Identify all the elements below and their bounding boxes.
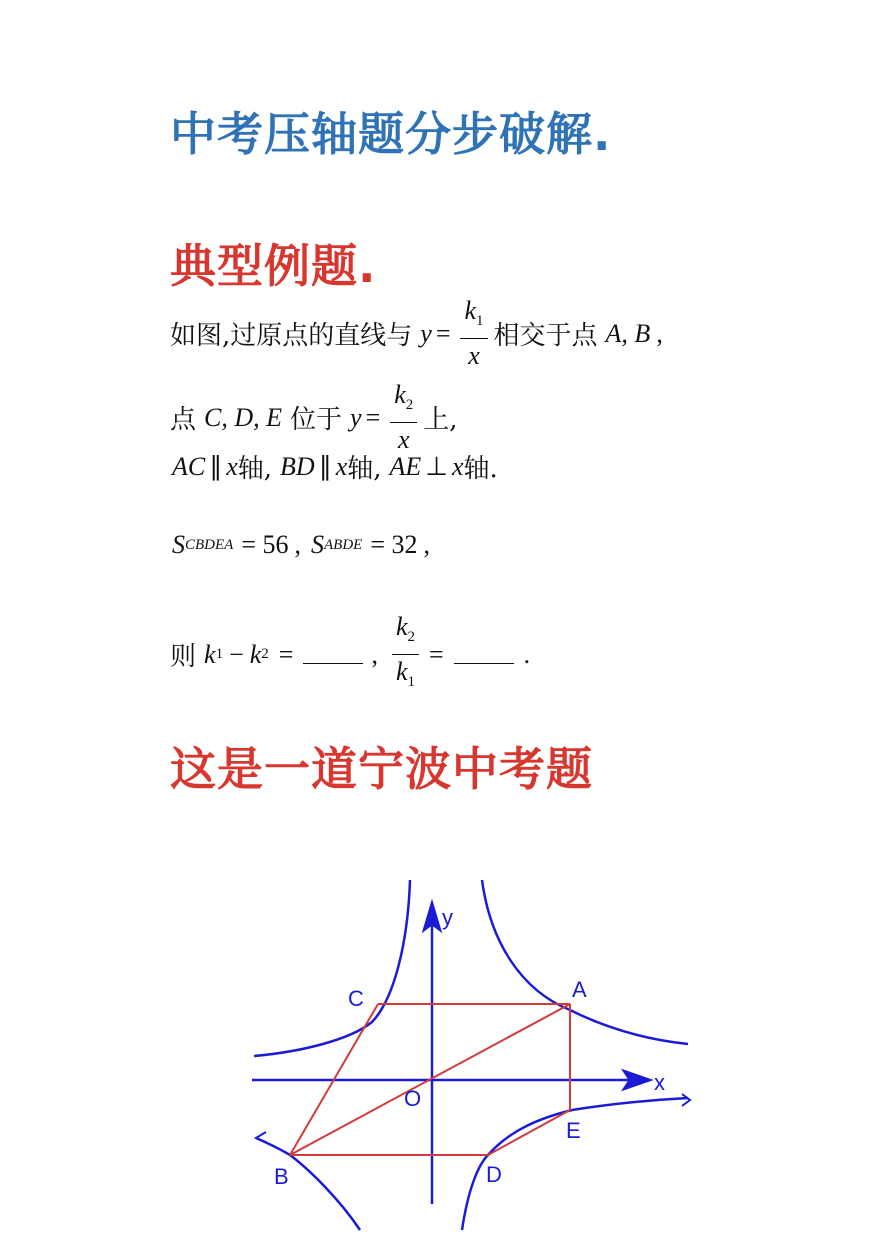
text-segment: 点 — [170, 405, 197, 436]
parallel-symbol: ∥ — [209, 451, 223, 481]
points-c-d-e: C, D, E — [204, 402, 283, 432]
var-k: k — [204, 639, 216, 669]
hyperbola-k1-branch-q3 — [256, 1138, 360, 1230]
subscript: ABDE — [324, 536, 363, 553]
var-y: y — [420, 318, 432, 348]
var-k: k — [249, 639, 262, 669]
comma: , — [371, 639, 378, 669]
equals-sign: = — [435, 318, 451, 348]
label-o: O — [404, 1086, 422, 1111]
minus-sign: − — [229, 639, 244, 669]
perpendicular-symbol: ⊥ — [425, 451, 448, 481]
curve-arrow-right — [682, 1094, 690, 1106]
label-b: B — [274, 1164, 289, 1189]
area-symbol: S — [311, 530, 324, 559]
segment-ac: AC — [172, 451, 206, 481]
area-symbol: S — [172, 530, 185, 559]
label-d: D — [486, 1162, 502, 1187]
period: . — [523, 639, 531, 669]
comma: , — [656, 318, 663, 348]
text-segment: 如图,过原点的直线与 — [170, 321, 413, 352]
var-x: x — [451, 451, 464, 481]
text-segment: 则 — [170, 642, 197, 673]
var-x: x — [398, 425, 410, 455]
curve-arrow-left — [256, 1132, 266, 1142]
subscript: 1 — [215, 646, 224, 663]
comma: , — [423, 530, 430, 559]
points-a-b: A, B — [605, 318, 651, 348]
text-segment: 轴, — [237, 454, 273, 484]
value-32: = 32 — [370, 530, 418, 559]
text-segment: 上, — [423, 405, 458, 436]
var-k: k — [395, 657, 408, 687]
subscript: CBDEA — [185, 536, 234, 553]
text-segment: 轴, — [347, 454, 382, 484]
equals-sign: = — [278, 639, 294, 669]
comma: , — [294, 530, 301, 559]
label-e: E — [566, 1118, 581, 1143]
segment-bd: BD — [280, 451, 315, 481]
label-c: C — [348, 986, 364, 1011]
hyperbola-k1-branch-q1 — [482, 880, 688, 1044]
section-heading-example: 典型例题. — [170, 239, 377, 293]
page-title: 中考压轴题分步破解. — [170, 107, 612, 161]
text-segment: 位于 — [290, 405, 343, 436]
var-k: k — [395, 612, 408, 641]
y-axis-label: y — [442, 905, 453, 930]
var-x: x — [226, 451, 238, 481]
text-segment: 相交于点 — [493, 321, 598, 352]
equals-sign: = — [365, 402, 381, 432]
segment-ae: AE — [389, 451, 422, 481]
var-k: k — [464, 296, 477, 325]
var-x: x — [335, 451, 348, 481]
subscript: 1 — [476, 313, 484, 330]
section-heading-source: 这是一道宁波中考题 — [170, 742, 593, 796]
equals-sign: = — [429, 639, 444, 669]
parallel-symbol: ∥ — [318, 451, 332, 481]
var-y: y — [350, 402, 362, 432]
subscript: 2 — [261, 646, 269, 663]
var-k: k — [394, 380, 406, 409]
label-a: A — [572, 977, 587, 1002]
x-axis-label: x — [654, 1070, 665, 1095]
subscript: 1 — [407, 674, 415, 691]
subscript: 2 — [405, 397, 414, 414]
hyperbola-k2-branch-q2 — [254, 880, 410, 1056]
var-x: x — [468, 341, 480, 371]
text-segment: 轴. — [463, 454, 498, 484]
subscript: 2 — [407, 629, 415, 646]
value-56: = 56 — [241, 530, 289, 559]
segment-de — [488, 1110, 570, 1155]
